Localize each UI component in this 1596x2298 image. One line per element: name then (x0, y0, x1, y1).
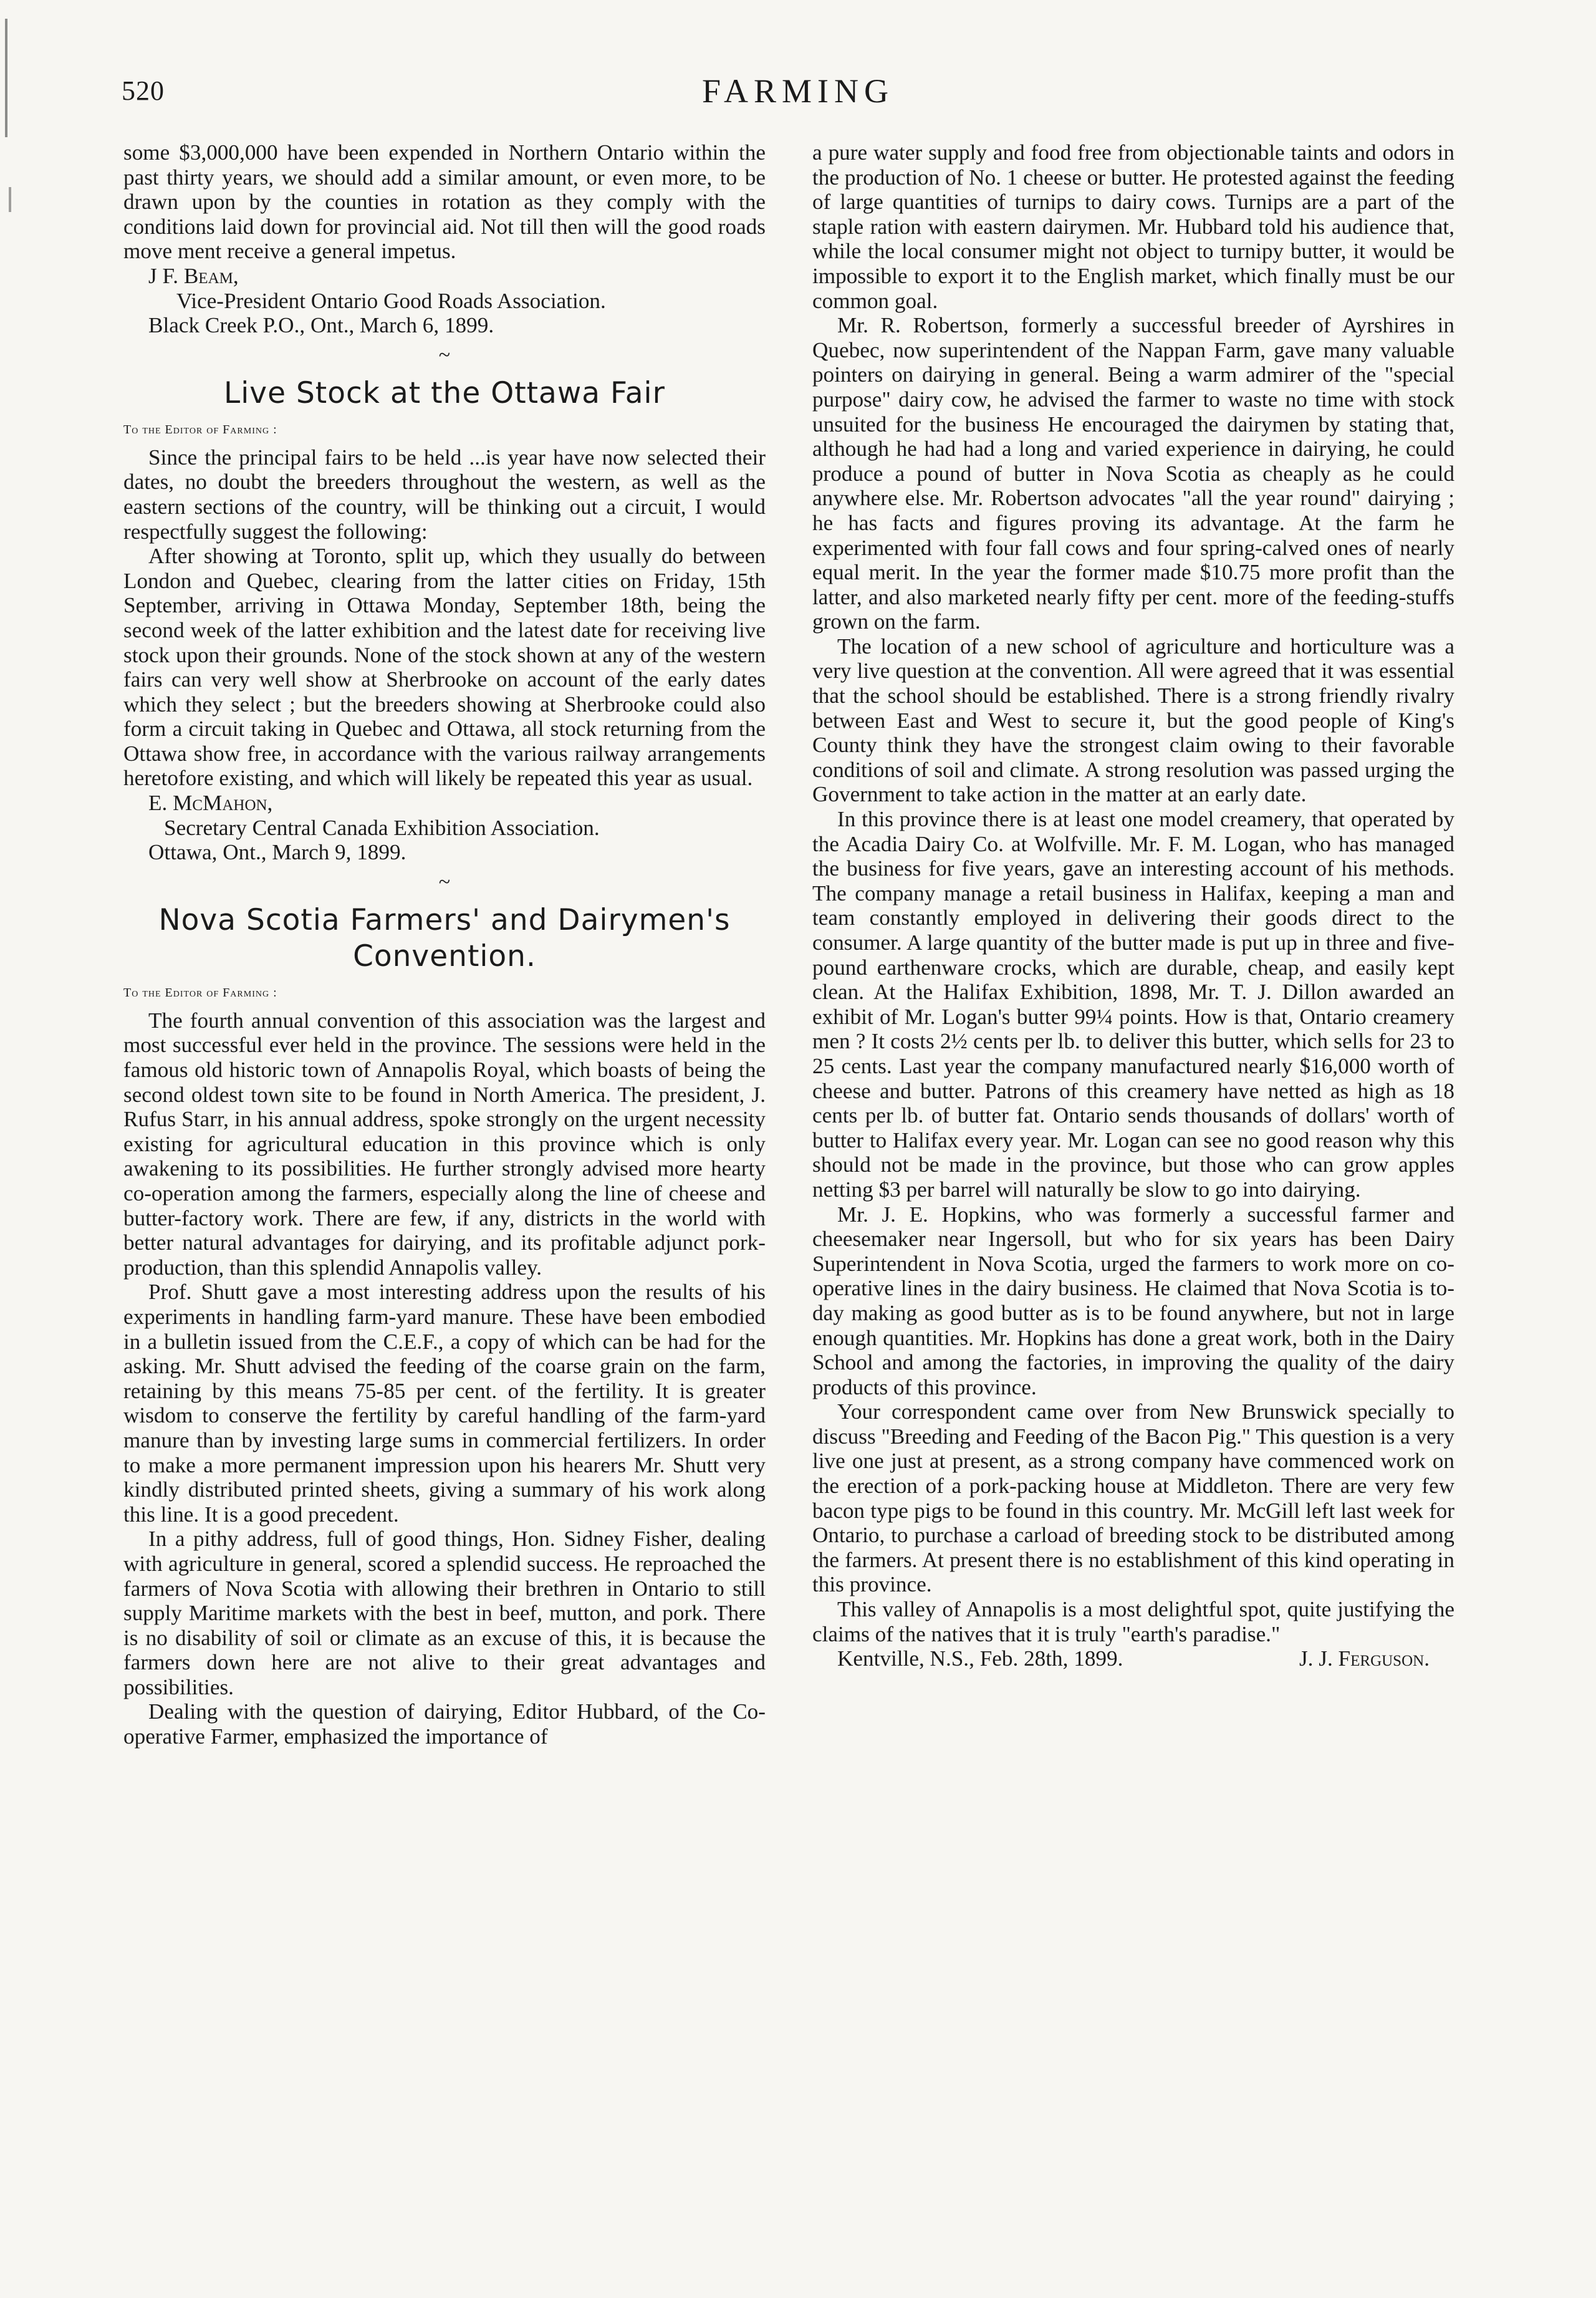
paragraph: This valley of Annapolis is a most delightful spot, quite justifying the claims of the natives that it is truly "earth's paradise." (812, 1597, 1454, 1646)
paragraph: After showing at Toronto, split up, which they usually do between London and Quebec, clearing from the latter cities on Friday, 15th September, arriving in Ottawa Monday, September 18th, being the second week of the latter exhibition and the latest date for receiving live stock upon their grounds. None of the stock shown at any of the western fairs can very well show at Sherbrooke on account of the early dates which they select ; but the breeders showing at Sherbrooke could also form a circuit taking in Quebec and Ottawa, all stock returning from the Ottawa show free, in accordance with the various railway arrangements heretofore existing, and which will likely be repeated this year as usual. (123, 544, 766, 791)
right-column (812, 140, 1454, 1671)
article-heading: Nova Scotia Farmers' and Dairymen's Convention. (158, 902, 731, 973)
left-column (123, 140, 766, 1749)
running-title: FARMING (701, 72, 895, 110)
section-flourish: ~ (438, 343, 451, 367)
section-flourish: ~ (438, 870, 451, 894)
paragraph: Dealing with the question of dairying, Editor Hubbard, of the Co-operative Farmer, emphasized the importance of (123, 1699, 766, 1749)
signature: J F. Beam, (148, 263, 239, 288)
paragraph: Your correspondent came over from New Brunswick specially to discuss "Breeding and Feeding of the Bacon Pig." This question is a very live one just at present, as a strong company have commenced work on the erection of a pork-packing house at Middleton. There are very few bacon type pigs to be found in this country. Mr. McGill left last week for Ontario, to purchase a carload of breeding stock to be distributed among the farmers. At present there is no establishment of this kind operating in this province. (812, 1399, 1454, 1597)
signature-title: Secretary Central Canada Exhibition Association. (164, 815, 600, 840)
paragraph: Mr. R. Robertson, formerly a successful breeder of Ayrshires in Quebec, now superintendent of the Nappan Farm, gave many valuable pointers on dairying in general. Being a warm admirer of the "special purpose" dairy cow, he advised the farmer to waste no time with stock unsuited for the business He encouraged the dairymen by stating that, although he had had a long and varied experience in dairying, he could produce a pound of butter in Nova Scotia as cheaply as he could anywhere else. Mr. Robertson advocates "all the year round" dairying ; he has facts and figures proving its advantage. At the farm he experimented with four fall cows and four spring-calved ones of nearly equal merit. In the year the former made $10.75 more profit than the latter, and also marketed nearly fifty per cent. more of the feeding-stuffs grown on the farm. (812, 313, 1454, 634)
dateline-author: J. J. Ferguson. (1299, 1646, 1430, 1671)
paragraph: In a pithy address, full of good things, Hon. Sidney Fisher, dealing with agriculture in general, scored a splendid success. He reproached the farmers of Nova Scotia with allowing their brethren in Ontario to still supply Maritime markets with the best in beef, mutton, and pork. There is no disability of soil or climate as an excuse of this, it is because the farmers down here are not alive to their great advantages and possibilities. (123, 1527, 766, 1699)
paragraph: Since the principal fairs to be held ...is year have now selected their dates, no doubt the breeders throughout the western, as well as the eastern sections of the country, will be thinking out a circuit, I would respectfully suggest the following: (123, 445, 766, 544)
binding-mark (9, 187, 11, 212)
paragraph: In this province there is at least one model creamery, that operated by the Acadia Dairy Co. at Wolfville. Mr. F. M. Logan, who has managed the business for five years, gave an interesting account of his methods. The company manage a retail business in Halifax, keeping a man and team constantly employed in delivering their goods direct to the consumer. A large quantity of the butter made is put up in three and five-pound earthenware crocks, which are durable, cheap, and easily kept clean. At the Halifax Exhibition, 1898, Mr. T. J. Dillon awarded an exhibit of Mr. Logan's butter 99¼ points. How is that, Ontario creamery men ? It costs 2½ cents per lb. to deliver this butter, which sells for 23 to 25 cents. Last year the company manufactured nearly $16,000 worth of cheese and butter. Patrons of this creamery have netted as high as 18 cents per lb. of butter fat. Ontario sends thousands of dollars' worth of butter to Halifax every year. Mr. Logan can see no good reason why this should not be made in the province, but those who can grow apples netting $3 per barrel will naturally be slow to go into dairying. (812, 807, 1454, 1202)
signature-title: Vice-President Ontario Good Roads Association. (176, 288, 606, 313)
editor-salutation: To the Editor of Farming : (123, 985, 277, 1000)
dateline (812, 1646, 1454, 1671)
signature-place: Black Creek P.O., Ont., March 6, 1899. (148, 313, 494, 338)
paragraph: The fourth annual convention of this association was the largest and most successful ever held in the province. The sessions were held in the famous old historic town of Annapolis Royal, which boasts of being the second oldest town site to be found in North America. The president, J. Rufus Starr, in his annual address, spoke strongly on the urgent necessity existing for agricultural education in this province which is only awakening to its possibilities. He further strongly advised more hearty co-operation among the farmers, especially along the line of cheese and butter-factory work. There are few, if any, districts in the world with better natural advantages for dairying, and its profitable adjunct pork-production, than this splendid Annapolis valley. (123, 1008, 766, 1280)
signature: E. McMahon, (148, 791, 273, 816)
dateline-place: Kentville, N.S., Feb. 28th, 1899. (837, 1646, 1123, 1671)
paragraph: some $3,000,000 have been expended in Northern Ontario within the past thirty years, we should add a similar amount, or even more, to be drawn upon by the counties in rotation as they comply with the conditions laid down for provincial aid. Not till then will the good roads move ment receive a general impetus. (123, 140, 766, 264)
paragraph: Mr. J. E. Hopkins, who was formerly a successful farmer and cheesemaker near Ingersoll, but who for six years has been Dairy Superintendent in Nova Scotia, urged the farmers to work more on co-operative lines in the dairy business. He claimed that Nova Scotia is to-day making as good butter as is to be found anywhere, but not in large enough quantities. Mr. Hopkins has done a great work, both in the Dairy School and among the factories, in improving the quality of the dairy products of this province. (812, 1202, 1454, 1399)
article-heading: Live Stock at the Ottawa Fair (224, 375, 665, 410)
signature-place: Ottawa, Ont., March 9, 1899. (148, 840, 406, 865)
paragraph: The location of a new school of agriculture and horticulture was a very live question at the convention. All were agreed that it was essential that the school should be established. There is a strong friendly rivalry between East and West to secure it, but the good people of King's County think they have the strongest claim owing to their favorable conditions of soil and climate. A strong resolution was passed urging the Government to take action in the matter at an early date. (812, 634, 1454, 807)
page-number: 520 (122, 75, 165, 106)
editor-salutation: To the Editor of Farming : (123, 422, 277, 437)
paragraph: a pure water supply and food free from objectionable taints and odors in the production of No. 1 cheese or butter. He protested against the feeding of large quantities of turnips to dairy cows. Turnips are a part of the staple ration with eastern dairymen. Mr. Hubbard told his audience that, while the local consumer might not object to turnipy butter, it would be impossible to export it to the English market, which finally must be our common goal. (812, 140, 1454, 313)
paragraph: Prof. Shutt gave a most interesting address upon the results of his experiments in handling farm-yard manure. These have been embodied in a bulletin issued from the C.E.F., a copy of which can be had for the asking. Mr. Shutt advised the feeding of the coarse grain on the farm, retaining by this means 75-85 per cent. of the fertility. It is greater wisdom to conserve the fertility by careful handling of the farm-yard manure than by investing large sums in commercial fertilizers. In order to make a more permanent impression upon his hearers Mr. Shutt very kindly distributed printed sheets, giving a summary of his work along this line. It is a good precedent. (123, 1280, 766, 1527)
